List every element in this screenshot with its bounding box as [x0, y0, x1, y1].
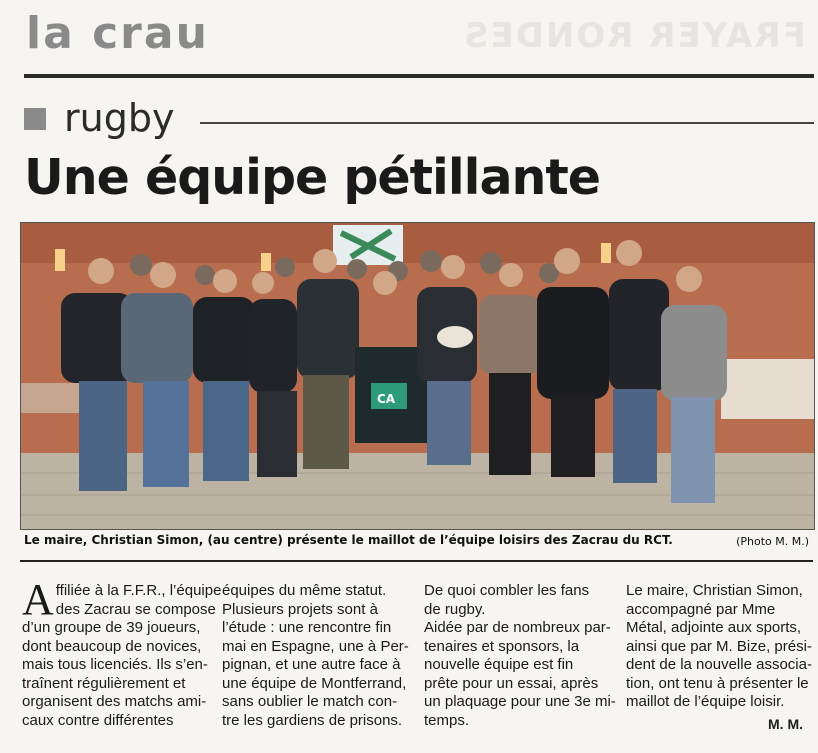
column-line: tenaires et sponsors, la	[424, 637, 580, 655]
section-header	[24, 96, 814, 140]
column-line: un plaquage pour une 3e mi-	[424, 693, 616, 710]
article-column-1	[22, 575, 222, 730]
column-line: organisent des matchs ami-	[22, 693, 207, 710]
column-line: De quoi combler les fans	[424, 582, 590, 599]
column-line: des Zacrau se compose	[55, 600, 216, 618]
shirt-logo: CA	[377, 392, 396, 406]
column-line: d’un groupe de 39 joueurs,	[22, 619, 201, 636]
column-line: nouvelle équipe est fin	[424, 656, 574, 673]
column-line: ainsi que par M. Bize, prési-	[626, 637, 812, 655]
column-line: ffiliée à la F.F.R., l’équipe	[55, 582, 222, 599]
column-line: dent de la nouvelle associa-	[626, 656, 812, 673]
column-line: traînent régulièrement et	[22, 674, 186, 692]
photo-caption-bar	[20, 530, 813, 552]
article-headline: Une équipe pétillante	[24, 149, 601, 206]
author-signature: M. M.	[768, 716, 803, 732]
masthead-rule	[24, 74, 814, 78]
photo-caption: Le maire, Christian Simon, (au centre) présente le maillot de l’équipe loisirs des Zacrau du RCT.	[24, 533, 673, 547]
column-line: maillot de l’équipe loisir.	[626, 693, 785, 710]
column-line: Aidée par de nombreux par-	[424, 619, 611, 636]
column-line: dont beaucoup de novices,	[22, 637, 202, 655]
column-line: Le maire, Christian Simon,	[626, 582, 803, 599]
article-column-4	[626, 582, 810, 712]
team-photo	[20, 222, 815, 530]
masthead-town: la crau	[26, 8, 209, 59]
column-line: mais tous licenciés. Ils s’en-	[22, 656, 208, 673]
column-line: temps.	[424, 711, 470, 729]
caption-rule	[20, 560, 813, 562]
column-line: accompagné par Mme	[626, 600, 776, 618]
column-line: Plusieurs projets sont à	[222, 600, 378, 618]
column-line: prête pour un essai, après	[424, 674, 599, 692]
column-line: l’étude : une rencontre fin	[222, 619, 392, 636]
section-label: rugby	[64, 96, 175, 140]
column-line: mai en Espagne, une à Per-	[222, 637, 409, 655]
column-line: de rugby.	[424, 600, 486, 618]
article-column-3	[424, 582, 616, 730]
team-photo-illustration	[21, 223, 814, 529]
section-rule	[200, 122, 814, 124]
drop-cap: A	[22, 575, 54, 624]
column-line: une équipe de Montferrand,	[222, 674, 407, 692]
column-line: équipes du même statut.	[222, 582, 387, 599]
bleed-through-text: FRAYER RONDES	[462, 16, 806, 56]
column-line: sans oublier le match con-	[222, 693, 398, 710]
column-line: tre les gardiens de prisons.	[222, 711, 403, 729]
article-column-2	[222, 582, 409, 730]
column-line: caux contre différentes	[22, 711, 174, 729]
column-line: tion, ont tenu à présenter le	[626, 674, 809, 692]
photo-credit: (Photo M. M.)	[736, 535, 809, 548]
column-line: Métal, adjointe aux sports,	[626, 619, 802, 636]
section-square-icon	[24, 108, 46, 130]
column-line: pignan, et une autre face à	[222, 656, 401, 673]
